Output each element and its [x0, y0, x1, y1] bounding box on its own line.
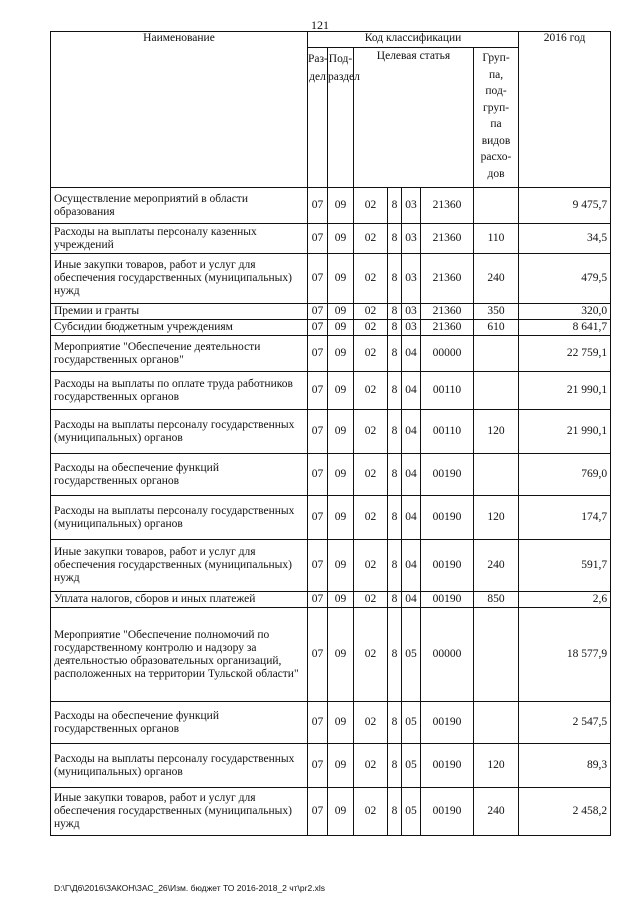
row-target-direction: 00190 [421, 496, 474, 540]
row-target-type: 8 [388, 254, 402, 304]
row-expense-group: 120 [474, 496, 519, 540]
row-expense-group [474, 702, 519, 744]
row-target-program: 02 [354, 540, 388, 592]
row-target-event: 05 [402, 608, 421, 702]
row-section: 07 [308, 372, 328, 410]
table-body [51, 188, 611, 836]
row-section: 07 [308, 188, 328, 224]
row-name: Субсидии бюджетным учреждениям [51, 320, 308, 336]
row-section: 07 [308, 788, 328, 836]
row-target-type: 8 [388, 496, 402, 540]
table-row [51, 608, 611, 702]
row-expense-group: 610 [474, 320, 519, 336]
row-target-program: 02 [354, 320, 388, 336]
row-target-direction: 00000 [421, 608, 474, 702]
table-row [51, 320, 611, 336]
row-section: 07 [308, 336, 328, 372]
row-target-direction: 21360 [421, 188, 474, 224]
row-amount: 18 577,9 [519, 608, 611, 702]
row-target-event: 04 [402, 540, 421, 592]
row-expense-group: 850 [474, 592, 519, 608]
row-subsection: 09 [328, 702, 354, 744]
row-target-program: 02 [354, 592, 388, 608]
row-target-direction: 21360 [421, 254, 474, 304]
header-target-article: Целевая статья [354, 48, 474, 188]
table-row [51, 336, 611, 372]
row-subsection: 09 [328, 224, 354, 254]
row-target-direction: 00190 [421, 744, 474, 788]
row-section: 07 [308, 304, 328, 320]
row-target-type: 8 [388, 608, 402, 702]
table-row [51, 304, 611, 320]
table-row [51, 788, 611, 836]
row-target-event: 04 [402, 336, 421, 372]
row-subsection: 09 [328, 540, 354, 592]
row-target-program: 02 [354, 372, 388, 410]
row-target-event: 04 [402, 372, 421, 410]
file-path-footer: D:\Г\Д6\2016\ЗАКОН\ЗАС_26\Изм. бюджет ТО 2016-2018_2 чт\pr2.xls [54, 883, 325, 893]
row-target-program: 02 [354, 454, 388, 496]
page-number: 121 [311, 18, 329, 32]
row-name: Расходы на обеспечение функций государственных органов [51, 702, 308, 744]
row-subsection: 09 [328, 320, 354, 336]
row-target-event: 03 [402, 254, 421, 304]
row-target-program: 02 [354, 304, 388, 320]
row-target-program: 02 [354, 254, 388, 304]
row-target-direction: 00190 [421, 788, 474, 836]
row-section: 07 [308, 410, 328, 454]
row-target-event: 04 [402, 592, 421, 608]
table-row [51, 254, 611, 304]
row-target-type: 8 [388, 592, 402, 608]
row-amount: 21 990,1 [519, 410, 611, 454]
table-row [51, 744, 611, 788]
row-section: 07 [308, 592, 328, 608]
row-target-event: 03 [402, 188, 421, 224]
row-name: Иные закупки товаров, работ и услуг для обеспечения государственных (муниципальных) нужд [51, 254, 308, 304]
row-target-direction: 21360 [421, 224, 474, 254]
row-target-event: 03 [402, 304, 421, 320]
row-name: Расходы на выплаты персоналу государственных (муниципальных) органов [51, 744, 308, 788]
row-target-type: 8 [388, 188, 402, 224]
row-target-type: 8 [388, 744, 402, 788]
row-name: Уплата налогов, сборов и иных платежей [51, 592, 308, 608]
table-row [51, 188, 611, 224]
row-subsection: 09 [328, 592, 354, 608]
row-target-event: 04 [402, 454, 421, 496]
row-subsection: 09 [328, 788, 354, 836]
row-amount: 22 759,1 [519, 336, 611, 372]
row-target-type: 8 [388, 336, 402, 372]
row-target-program: 02 [354, 496, 388, 540]
row-expense-group: 120 [474, 410, 519, 454]
row-subsection: 09 [328, 372, 354, 410]
row-section: 07 [308, 320, 328, 336]
table-row [51, 702, 611, 744]
row-name: Осуществление мероприятий в области образования [51, 188, 308, 224]
row-target-type: 8 [388, 410, 402, 454]
row-target-type: 8 [388, 540, 402, 592]
row-section: 07 [308, 254, 328, 304]
row-amount: 591,7 [519, 540, 611, 592]
row-target-program: 02 [354, 788, 388, 836]
table-row [51, 410, 611, 454]
row-subsection: 09 [328, 188, 354, 224]
row-target-direction: 00190 [421, 592, 474, 608]
row-section: 07 [308, 702, 328, 744]
row-name: Расходы на выплаты персоналу государственных (муниципальных) органов [51, 496, 308, 540]
row-target-program: 02 [354, 336, 388, 372]
row-expense-group: 120 [474, 744, 519, 788]
row-name: Мероприятие "Обеспечение деятельности государственных органов" [51, 336, 308, 372]
header-name: Наименование [51, 32, 308, 188]
row-target-type: 8 [388, 372, 402, 410]
row-expense-group [474, 608, 519, 702]
row-section: 07 [308, 224, 328, 254]
row-amount: 34,5 [519, 224, 611, 254]
row-subsection: 09 [328, 454, 354, 496]
row-amount: 8 641,7 [519, 320, 611, 336]
row-name: Расходы на выплаты по оплате труда работников государственных органов [51, 372, 308, 410]
row-expense-group [474, 454, 519, 496]
row-target-program: 02 [354, 608, 388, 702]
row-section: 07 [308, 744, 328, 788]
row-target-type: 8 [388, 702, 402, 744]
row-target-event: 05 [402, 702, 421, 744]
row-subsection: 09 [328, 608, 354, 702]
row-name: Премии и гранты [51, 304, 308, 320]
budget-table [50, 31, 611, 836]
row-expense-group [474, 372, 519, 410]
row-target-type: 8 [388, 788, 402, 836]
row-amount: 89,3 [519, 744, 611, 788]
header-classification: Код классификации [308, 32, 519, 48]
row-target-program: 02 [354, 224, 388, 254]
row-subsection: 09 [328, 744, 354, 788]
table-row [51, 224, 611, 254]
table-row [51, 454, 611, 496]
row-target-event: 05 [402, 744, 421, 788]
row-target-direction: 00110 [421, 372, 474, 410]
row-name: Иные закупки товаров, работ и услуг для обеспечения государственных (муниципальных) нужд [51, 540, 308, 592]
row-expense-group: 110 [474, 224, 519, 254]
row-expense-group [474, 336, 519, 372]
row-amount: 9 475,7 [519, 188, 611, 224]
row-expense-group [474, 188, 519, 224]
row-name: Иные закупки товаров, работ и услуг для обеспечения государственных (муниципальных) нужд [51, 788, 308, 836]
row-expense-group: 240 [474, 254, 519, 304]
row-target-program: 02 [354, 744, 388, 788]
row-name: Расходы на выплаты персоналу государственных (муниципальных) органов [51, 410, 308, 454]
row-amount: 21 990,1 [519, 372, 611, 410]
row-name: Расходы на выплаты персоналу казенных учреждений [51, 224, 308, 254]
row-amount: 2,6 [519, 592, 611, 608]
row-target-direction: 00000 [421, 336, 474, 372]
row-target-event: 04 [402, 410, 421, 454]
row-target-program: 02 [354, 410, 388, 454]
header-year: 2016 год [519, 32, 611, 188]
row-amount: 769,0 [519, 454, 611, 496]
row-target-program: 02 [354, 188, 388, 224]
row-amount: 2 547,5 [519, 702, 611, 744]
row-target-direction: 00190 [421, 702, 474, 744]
row-name: Расходы на обеспечение функций государственных органов [51, 454, 308, 496]
row-subsection: 09 [328, 254, 354, 304]
header-expense-group: Груп- па, под- груп- па видов расхо- дов [474, 48, 519, 188]
row-target-direction: 21360 [421, 320, 474, 336]
row-amount: 320,0 [519, 304, 611, 320]
row-subsection: 09 [328, 410, 354, 454]
row-amount: 2 458,2 [519, 788, 611, 836]
row-target-type: 8 [388, 454, 402, 496]
row-amount: 174,7 [519, 496, 611, 540]
row-target-event: 04 [402, 496, 421, 540]
row-name: Мероприятие "Обеспечение полномочий по государственному контролю и надзору за деятельностью образовательных организаций, расположенных на территории Тульской области" [51, 608, 308, 702]
row-subsection: 09 [328, 496, 354, 540]
header-subsection: Под- раздел [328, 48, 354, 188]
row-amount: 479,5 [519, 254, 611, 304]
row-target-type: 8 [388, 304, 402, 320]
row-target-direction: 00110 [421, 410, 474, 454]
row-expense-group: 350 [474, 304, 519, 320]
row-expense-group: 240 [474, 540, 519, 592]
header-section: Раз- дел [308, 48, 328, 188]
row-section: 07 [308, 496, 328, 540]
table-row [51, 372, 611, 410]
row-target-event: 03 [402, 320, 421, 336]
table-row [51, 592, 611, 608]
row-target-direction: 00190 [421, 454, 474, 496]
row-section: 07 [308, 608, 328, 702]
row-target-event: 05 [402, 788, 421, 836]
row-subsection: 09 [328, 336, 354, 372]
row-expense-group: 240 [474, 788, 519, 836]
row-section: 07 [308, 540, 328, 592]
row-target-type: 8 [388, 224, 402, 254]
row-target-direction: 00190 [421, 540, 474, 592]
table-row [51, 496, 611, 540]
row-target-event: 03 [402, 224, 421, 254]
row-target-type: 8 [388, 320, 402, 336]
row-target-direction: 21360 [421, 304, 474, 320]
table-row [51, 540, 611, 592]
row-target-program: 02 [354, 702, 388, 744]
row-section: 07 [308, 454, 328, 496]
row-subsection: 09 [328, 304, 354, 320]
